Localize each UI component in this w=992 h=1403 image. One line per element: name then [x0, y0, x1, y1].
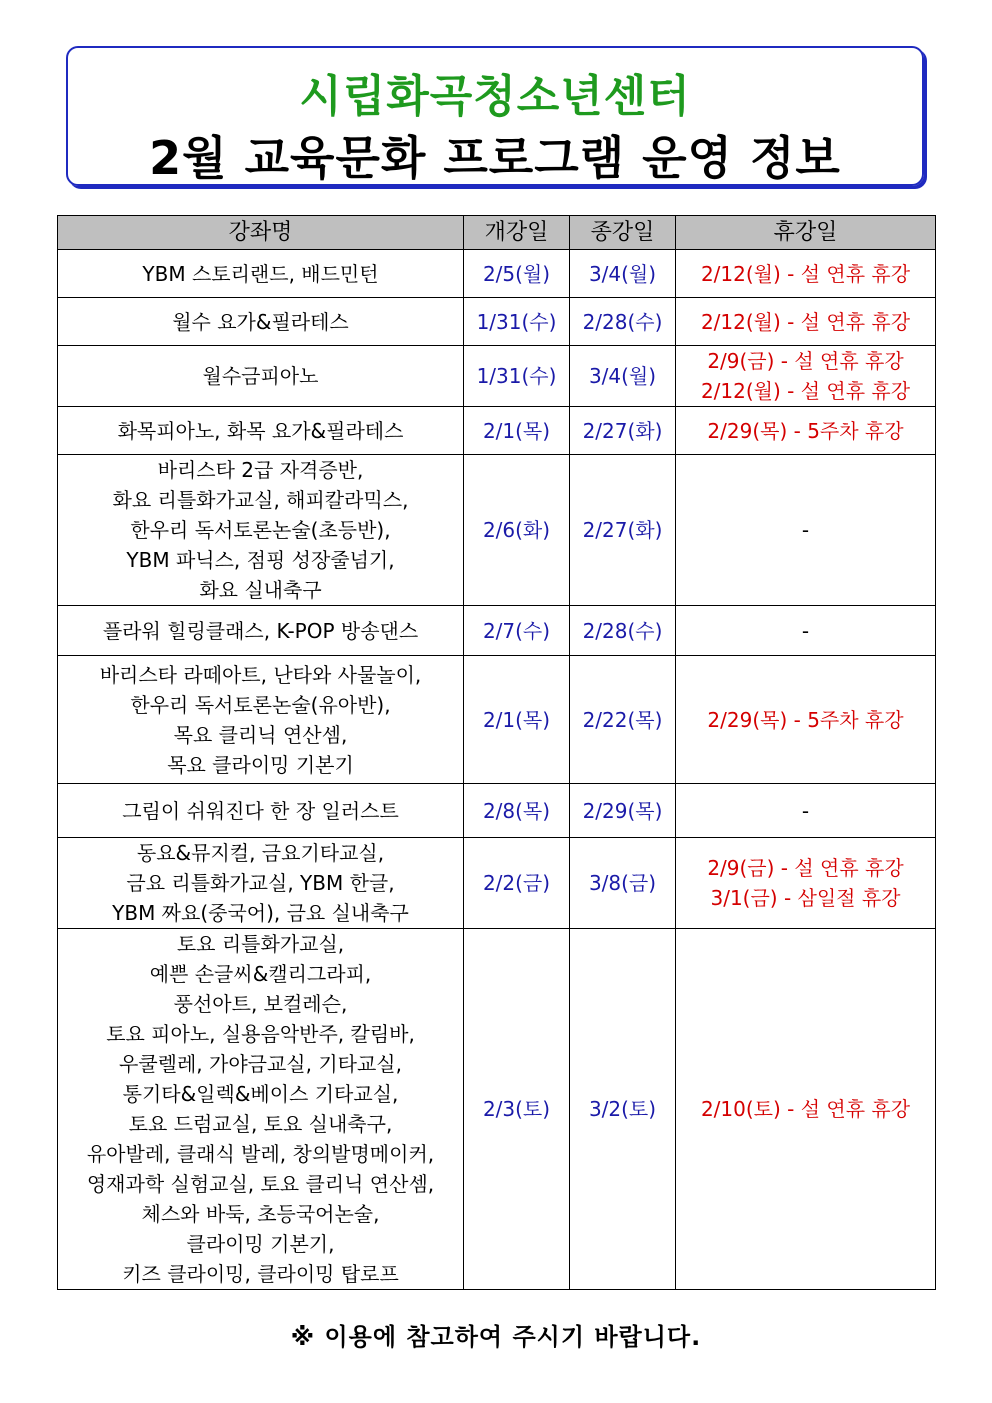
- table-row: [58, 250, 936, 298]
- course-name-line: 통기타&일렉&베이스 기타교실,: [122, 1082, 399, 1106]
- course-name-line: 동요&뮤지컬, 금요기타교실,: [136, 841, 385, 865]
- course-name-cell: [58, 929, 464, 1290]
- course-name-line: 영재과학 실험교실, 토요 클리닉 연산셈,: [86, 1172, 435, 1196]
- course-name-cell: [58, 455, 464, 606]
- course-name-line: 월수 요가&필라테스: [172, 309, 349, 334]
- course-name-line: 월수금피아노: [202, 364, 319, 388]
- course-name-cell: [58, 656, 464, 784]
- course-name-line: 유아발레, 클래식 발레, 창의발명메이커,: [86, 1142, 435, 1166]
- course-name-cell: [58, 784, 464, 838]
- header-start-date: 개강일: [464, 216, 570, 250]
- course-name-line: YBM 파닉스, 점핑 성장줄넘기,: [126, 548, 395, 572]
- start-date-cell: 2/1(목): [464, 407, 570, 455]
- table-row: [58, 838, 936, 929]
- course-name-line: 화요 실내축구: [199, 578, 322, 602]
- header-end-date: 종강일: [570, 216, 676, 250]
- course-name-line: 바리스타 라떼아트, 난타와 사물놀이,: [99, 662, 422, 687]
- break-date-line: 2/12(월) - 설 연휴 휴강: [700, 379, 911, 403]
- start-date-cell: 2/1(목): [464, 656, 570, 784]
- end-date-cell: 2/27(화): [570, 407, 676, 455]
- course-name-line: 우쿨렐레, 가야금교실, 기타교실,: [119, 1052, 402, 1076]
- end-date-cell: 2/28(수): [570, 606, 676, 656]
- title-box: [66, 46, 924, 186]
- course-name-cell: [58, 346, 464, 407]
- start-date-cell: 1/31(수): [464, 298, 570, 346]
- footer-note: ※ 이용에 참고하여 주시기 바랍니다.: [290, 1323, 702, 1351]
- course-name-cell: [58, 838, 464, 929]
- break-date-cell: [676, 838, 936, 929]
- course-name-line: 한우리 독서토론논술(유아반),: [130, 692, 391, 717]
- table-row: [58, 929, 936, 1290]
- center-name: 시립화곡청소년센터: [299, 71, 691, 122]
- break-date-line: 3/1(금) - 삼일절 휴강: [710, 886, 901, 910]
- course-name-cell: [58, 606, 464, 656]
- page-title: 2월 교육문화 프로그램 운영 정보: [149, 131, 841, 185]
- start-date-cell: 2/3(토): [464, 929, 570, 1290]
- end-date-cell: 2/28(수): [570, 298, 676, 346]
- break-date-cell: [676, 298, 936, 346]
- break-date-line: 2/29(목) - 5주차 휴강: [707, 707, 904, 732]
- start-date-cell: 2/5(월): [464, 250, 570, 298]
- table-row: [58, 656, 936, 784]
- table-row: [58, 455, 936, 606]
- course-name-line: 목요 클리닉 연산셈,: [173, 722, 348, 747]
- end-date-cell: 2/27(화): [570, 455, 676, 606]
- break-date-cell: [676, 250, 936, 298]
- course-name-cell: [58, 407, 464, 455]
- break-date-line: 2/12(월) - 설 연휴 휴강: [700, 261, 911, 286]
- break-date-cell: [676, 929, 936, 1290]
- break-date-line: 2/12(월) - 설 연휴 휴강: [700, 309, 911, 334]
- break-date-line: 2/9(금) - 설 연휴 휴강: [707, 856, 904, 880]
- end-date-cell: 3/8(금): [570, 838, 676, 929]
- table-row: [58, 407, 936, 455]
- start-date-cell: 2/7(수): [464, 606, 570, 656]
- break-date-cell: [676, 606, 936, 656]
- break-date-cell: [676, 346, 936, 407]
- table-row: [58, 606, 936, 656]
- course-name-cell: [58, 298, 464, 346]
- table-body: [58, 250, 936, 1290]
- course-name-line: 토요 피아노, 실용음악반주, 칼림바,: [106, 1022, 415, 1046]
- break-date-cell: [676, 784, 936, 838]
- course-name-line: 그림이 쉬워진다 한 장 일러스트: [122, 798, 399, 823]
- table-row: [58, 298, 936, 346]
- course-name-line: 화목피아노, 화목 요가&필라테스: [117, 418, 404, 443]
- course-name-line: 풍선아트, 보컬레슨,: [173, 992, 348, 1016]
- break-date-line: 2/29(목) - 5주차 휴강: [707, 418, 904, 443]
- end-date-cell: 3/4(월): [570, 346, 676, 407]
- break-date-line: -: [801, 618, 810, 643]
- table-header-row: [58, 216, 936, 250]
- header-course-name: 강좌명: [58, 216, 464, 250]
- header-break-date: 휴강일: [676, 216, 936, 250]
- course-name-line: 플라워 힐링클래스, K-POP 방송댄스: [102, 618, 419, 643]
- course-name-cell: [58, 250, 464, 298]
- course-name-line: YBM 짜요(중국어), 금요 실내축구: [112, 901, 409, 925]
- course-name-line: 목요 클라이밍 기본기: [167, 752, 354, 777]
- program-schedule-table: [57, 215, 936, 1290]
- course-name-line: 체스와 바둑, 초등국어논술,: [141, 1202, 380, 1226]
- course-name-line: 예쁜 손글씨&캘리그라피,: [149, 962, 372, 986]
- table-row: [58, 784, 936, 838]
- break-date-line: 2/9(금) - 설 연휴 휴강: [707, 349, 904, 373]
- course-name-line: 금요 리틀화가교실, YBM 한글,: [126, 871, 395, 895]
- break-date-cell: [676, 455, 936, 606]
- break-date-line: 2/10(토) - 설 연휴 휴강: [700, 1097, 911, 1121]
- break-date-cell: [676, 656, 936, 784]
- start-date-cell: 2/2(금): [464, 838, 570, 929]
- break-date-line: -: [801, 518, 810, 542]
- course-name-line: 바리스타 2급 자격증반,: [157, 458, 364, 482]
- start-date-cell: 2/8(목): [464, 784, 570, 838]
- break-date-cell: [676, 407, 936, 455]
- table-row: [58, 346, 936, 407]
- start-date-cell: 2/6(화): [464, 455, 570, 606]
- start-date-cell: 1/31(수): [464, 346, 570, 407]
- end-date-cell: 3/2(토): [570, 929, 676, 1290]
- course-name-line: 토요 드럼교실, 토요 실내축구,: [128, 1112, 393, 1136]
- course-name-line: 토요 리틀화가교실,: [176, 932, 345, 956]
- course-name-line: YBM 스토리랜드, 배드민턴: [142, 261, 379, 286]
- end-date-cell: 3/4(월): [570, 250, 676, 298]
- end-date-cell: 2/22(목): [570, 656, 676, 784]
- course-name-line: 클라이밍 기본기,: [186, 1232, 335, 1256]
- course-name-line: 키즈 클라이밍, 클라이밍 탑로프: [122, 1262, 399, 1286]
- end-date-cell: 2/29(목): [570, 784, 676, 838]
- course-name-line: 한우리 독서토론논술(초등반),: [130, 518, 391, 542]
- break-date-line: -: [801, 798, 810, 823]
- course-name-line: 화요 리틀화가교실, 해피칼라믹스,: [112, 488, 409, 512]
